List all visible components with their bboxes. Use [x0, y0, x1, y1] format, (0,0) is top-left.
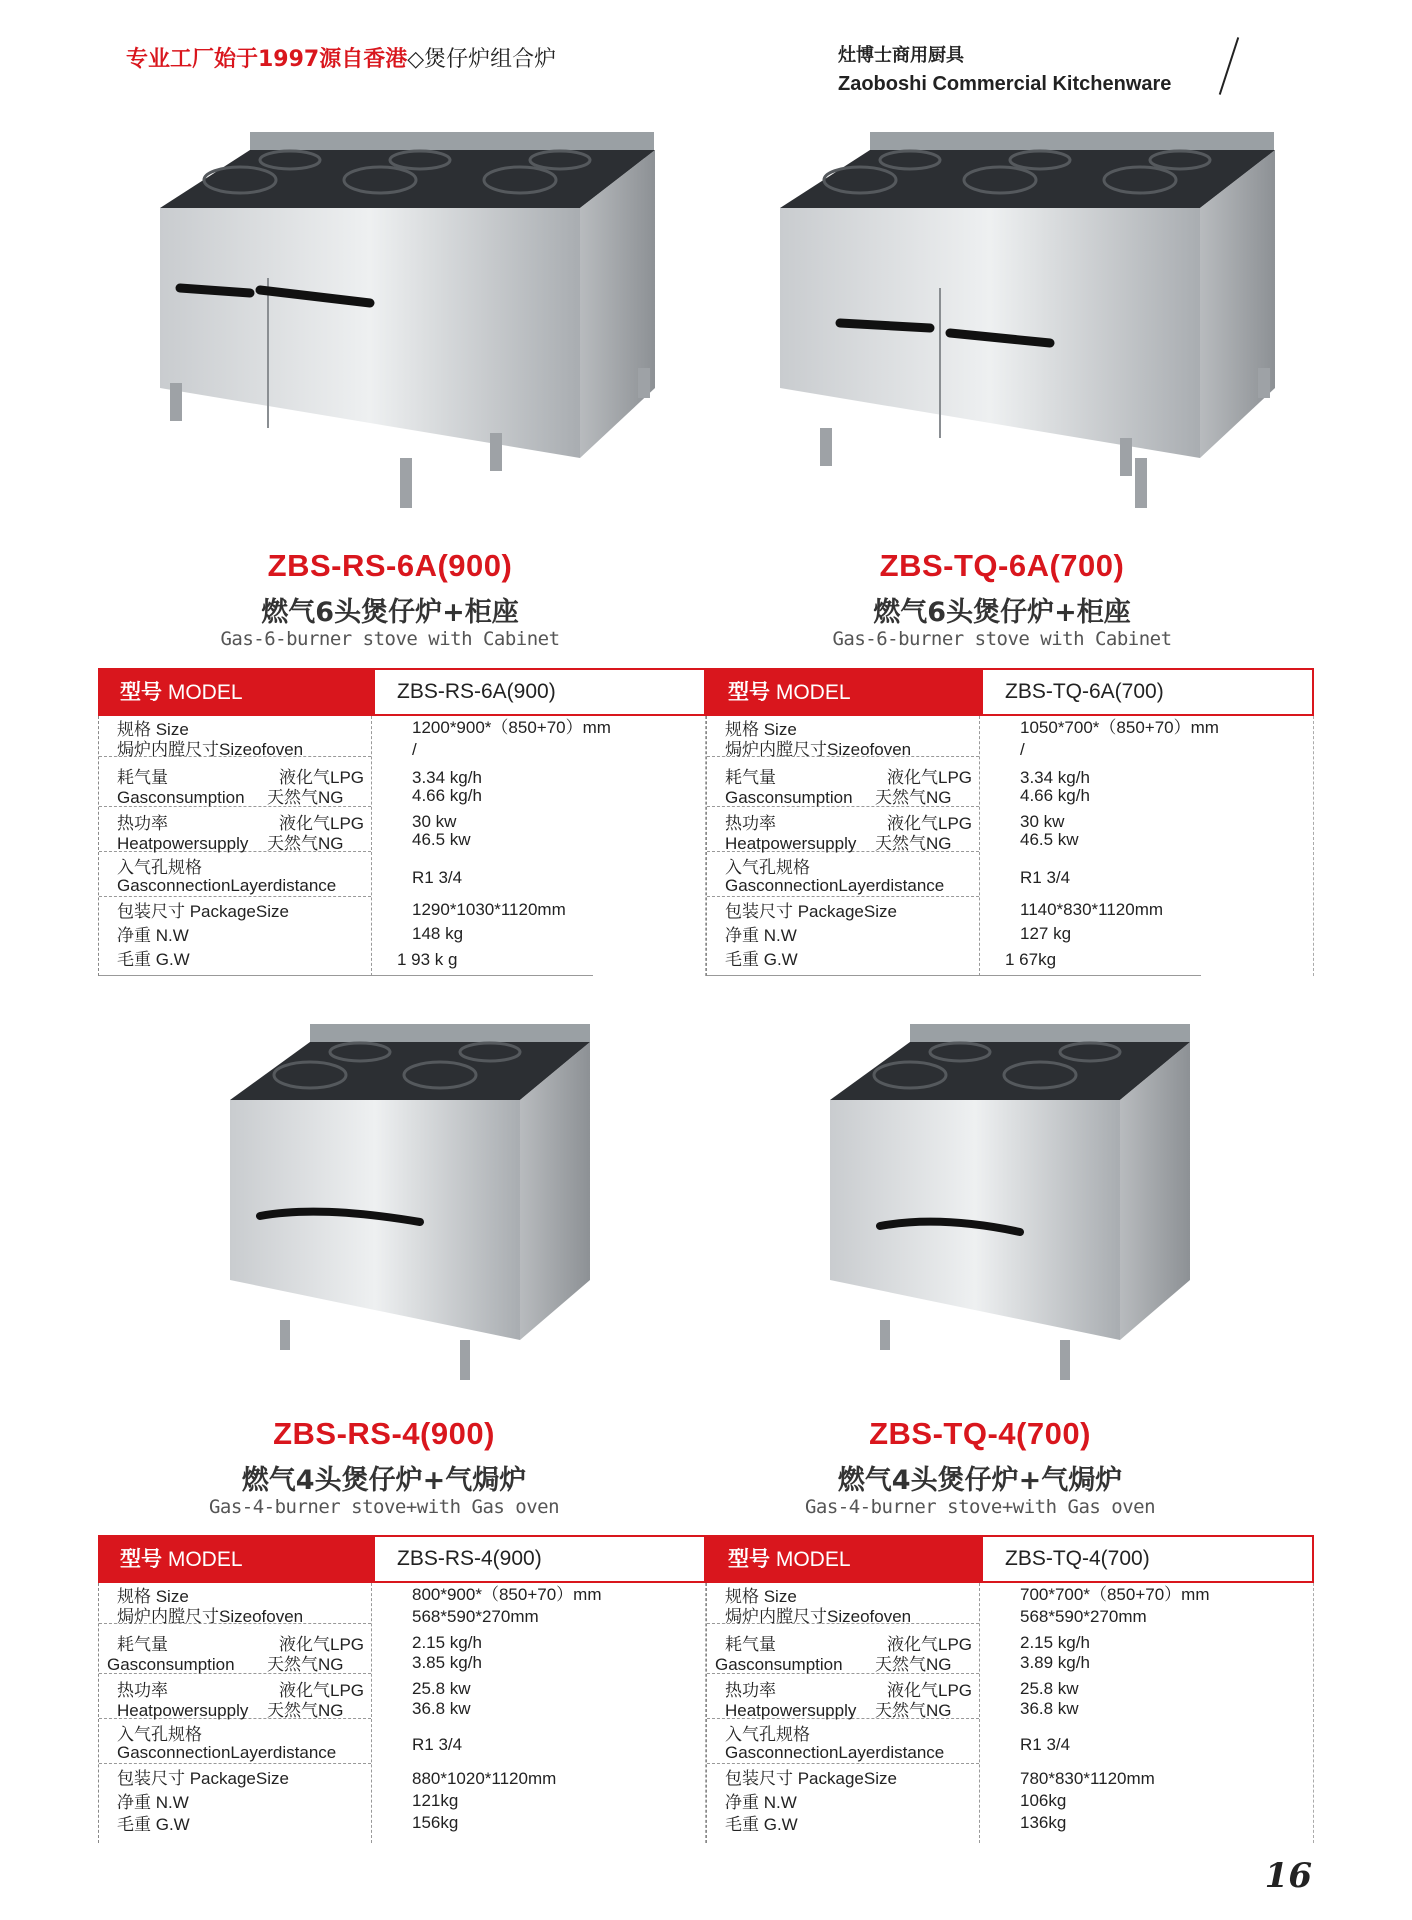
gas-label-cn: 耗气量: [117, 1635, 168, 1654]
gas-lpg-value: 2.15 kg/h: [412, 1633, 482, 1652]
nw-value: 106kg: [1020, 1791, 1067, 1810]
lpg-label: 液化气LPG: [887, 814, 973, 833]
lpg-label: 液化气LPG: [887, 1681, 973, 1700]
nw-label: 净重 N.W: [117, 926, 189, 945]
power-label-cn: 热功率: [117, 1681, 168, 1700]
product-name-cn: 燃气4头煲仔炉+气焗炉: [241, 1465, 527, 1496]
package-value: 1140*830*1120mm: [1020, 900, 1164, 919]
ng-label: 天然气NG: [267, 834, 344, 853]
gas-ng-value: 4.66 kg/h: [1020, 786, 1090, 805]
ng-label: 天然气NG: [875, 788, 952, 807]
lpg-label: 液化气LPG: [887, 1635, 973, 1654]
lpg-label: 液化气LPG: [279, 1681, 365, 1700]
spec-body: [706, 716, 1314, 976]
inlet-label-cn: 入气孔规格: [725, 858, 810, 877]
nw-value: 121kg: [412, 1791, 459, 1810]
inlet-label-cn: 入气孔规格: [725, 1725, 810, 1744]
lpg-label: 液化气LPG: [279, 814, 365, 833]
package-label: 包装尺寸 PackageSize: [117, 902, 289, 921]
power-label-cn: 热功率: [117, 814, 168, 833]
power-lpg-value: 30 kw: [412, 812, 457, 831]
inlet-label-en: GasconnectionLayerdistance: [117, 1743, 337, 1762]
gw-value: 1 67kg: [1005, 950, 1057, 969]
gw-label: 毛重 G.W: [725, 1815, 798, 1834]
size-label: 规格 Size: [725, 1587, 797, 1606]
power-label-en: Heatpowersupply: [725, 1701, 857, 1720]
power-ng-value: 36.8 kw: [412, 1699, 471, 1718]
spec-header: [706, 1535, 1314, 1583]
brand-en: Zaoboshi Commercial Kitchenware: [838, 73, 1172, 95]
package-label: 包装尺寸 PackageSize: [117, 1769, 289, 1788]
inlet-label-cn: 入气孔规格: [117, 1725, 202, 1744]
oven-size-value: 568*590*270mm: [1020, 1607, 1147, 1626]
gas-ng-value: 3.85 kg/h: [412, 1653, 482, 1672]
model-label-cn: 型号: [120, 1547, 162, 1571]
oven-size-label: 焗炉内膛尺寸Sizeofoven: [117, 1607, 304, 1626]
model-label: [100, 1537, 375, 1581]
tagline-red: 专业工厂始于1997源自香港: [126, 47, 408, 72]
page-number: 16: [1264, 1856, 1312, 1896]
power-ng-value: 46.5 kw: [412, 830, 471, 849]
inlet-label-cn: 入气孔规格: [117, 858, 202, 877]
gas-ng-value: 4.66 kg/h: [412, 786, 482, 805]
product-image-tq-6a: [770, 128, 1290, 548]
gas-label-en: Gasconsumption: [117, 788, 245, 807]
ng-label: 天然气NG: [875, 1701, 952, 1720]
lpg-label: 液化气LPG: [279, 768, 365, 787]
gas-lpg-value: 3.34 kg/h: [1020, 768, 1090, 787]
product-model-title: ZBS-TQ-6A(700): [879, 548, 1125, 583]
lpg-label: 液化气LPG: [279, 1635, 365, 1654]
spec-table: [98, 1535, 706, 1843]
oven-size-label: 焗炉内膛尺寸Sizeofoven: [725, 740, 912, 759]
product-name-en: Gas-4-burner stove+with Gas oven: [208, 1496, 560, 1518]
size-value: 800*900*（850+70）mm: [412, 1585, 602, 1604]
product-name-en: Gas-4-burner stove+with Gas oven: [804, 1496, 1156, 1518]
package-label: 包装尺寸 PackageSize: [725, 1769, 897, 1788]
gas-label-cn: 耗气量: [725, 1635, 776, 1654]
product-name-cn: 燃气4头煲仔炉+气焗炉: [837, 1465, 1123, 1496]
gas-ng-value: 3.89 kg/h: [1020, 1653, 1090, 1672]
ng-label: 天然气NG: [875, 834, 952, 853]
inlet-label-en: GasconnectionLayerdistance: [725, 876, 945, 895]
product-name-en: Gas-6-burner stove with Cabinet: [832, 628, 1172, 650]
header-slash: [1219, 37, 1239, 95]
ng-label: 天然气NG: [267, 788, 344, 807]
inlet-value: R1 3/4: [412, 1735, 463, 1754]
power-label-en: Heatpowersupply: [117, 834, 249, 853]
spec-table: [98, 668, 706, 976]
spec-body: [98, 716, 706, 976]
product-image-tq-4: [820, 1020, 1200, 1420]
inlet-value: R1 3/4: [412, 868, 463, 887]
product-model-title: ZBS-TQ-4(700): [869, 1416, 1091, 1451]
nw-label: 净重 N.W: [117, 1793, 189, 1812]
gas-label-en: Gasconsumption: [107, 1655, 235, 1674]
product-name-cn: 燃气6头煲仔炉+柜座: [873, 597, 1131, 628]
gas-lpg-value: 3.34 kg/h: [412, 768, 482, 787]
gas-label-cn: 耗气量: [117, 768, 168, 787]
brand-cn: 灶博士商用厨具: [838, 45, 964, 66]
power-label-en: Heatpowersupply: [117, 1701, 249, 1720]
tagline-rest: ◇煲仔炉组合炉: [407, 47, 557, 72]
gas-label-en: Gasconsumption: [725, 788, 853, 807]
inlet-value: R1 3/4: [1020, 868, 1071, 887]
power-lpg-value: 25.8 kw: [412, 1679, 471, 1698]
model-value: ZBS-RS-6A(900): [397, 680, 556, 703]
model-label-en: MODEL: [167, 1548, 243, 1571]
spec-header: [98, 1535, 706, 1583]
product-image-rs-6a: [150, 128, 670, 548]
spec-body: [706, 1583, 1314, 1843]
lpg-label: 液化气LPG: [887, 768, 973, 787]
package-value: 1290*1030*1120mm: [412, 900, 566, 919]
inlet-label-en: GasconnectionLayerdistance: [117, 876, 337, 895]
inlet-label-en: GasconnectionLayerdistance: [725, 1743, 945, 1762]
power-lpg-value: 25.8 kw: [1020, 1679, 1079, 1698]
power-label-en: Heatpowersupply: [725, 834, 857, 853]
oven-size-value: 568*590*270mm: [412, 1607, 539, 1626]
gw-label: 毛重 G.W: [117, 950, 190, 969]
inlet-value: R1 3/4: [1020, 1735, 1071, 1754]
model-label-cn: 型号: [728, 680, 770, 704]
model-label-en: MODEL: [775, 1548, 851, 1571]
gw-label: 毛重 G.W: [117, 1815, 190, 1834]
gw-value: 1 93 k g: [397, 950, 458, 969]
model-value: ZBS-TQ-6A(700): [1005, 680, 1164, 703]
size-label: 规格 Size: [725, 720, 797, 739]
model-label-cn: 型号: [120, 680, 162, 704]
oven-size-label: 焗炉内膛尺寸Sizeofoven: [725, 1607, 912, 1626]
nw-value: 148 kg: [412, 924, 464, 943]
size-label: 规格 Size: [117, 1587, 189, 1606]
package-value: 780*830*1120mm: [1020, 1769, 1155, 1788]
power-ng-value: 36.8 kw: [1020, 1699, 1079, 1718]
nw-value: 127 kg: [1020, 924, 1072, 943]
product-image-rs-4: [220, 1020, 600, 1420]
size-value: 700*700*（850+70）mm: [1020, 1585, 1210, 1604]
power-ng-value: 46.5 kw: [1020, 830, 1079, 849]
ng-label: 天然气NG: [267, 1655, 344, 1674]
spec-header: [98, 668, 706, 716]
model-label: [708, 670, 983, 714]
power-label-cn: 热功率: [725, 1681, 776, 1700]
gw-label: 毛重 G.W: [725, 950, 798, 969]
header-tagline: [126, 42, 556, 73]
model-label-en: MODEL: [775, 681, 851, 704]
model-value: ZBS-TQ-4(700): [1005, 1547, 1150, 1570]
power-label-cn: 热功率: [725, 814, 776, 833]
spec-header: [706, 668, 1314, 716]
spec-body: [98, 1583, 706, 1843]
spec-table: [706, 1535, 1314, 1843]
size-label: 规格 Size: [117, 720, 189, 739]
spec-table: [706, 668, 1314, 976]
model-value: ZBS-RS-4(900): [397, 1547, 542, 1570]
brand-block: [838, 42, 1171, 98]
model-label-cn: 型号: [728, 1547, 770, 1571]
model-label: [100, 670, 375, 714]
product-name-cn: 燃气6头煲仔炉+柜座: [261, 597, 519, 628]
gas-label-en: Gasconsumption: [715, 1655, 843, 1674]
package-label: 包装尺寸 PackageSize: [725, 902, 897, 921]
ng-label: 天然气NG: [875, 1655, 952, 1674]
nw-label: 净重 N.W: [725, 1793, 797, 1812]
ng-label: 天然气NG: [267, 1701, 344, 1720]
product-name-en: Gas-6-burner stove with Cabinet: [220, 628, 560, 650]
oven-size-value: /: [1020, 740, 1025, 759]
product-model-title: ZBS-RS-4(900): [273, 1416, 495, 1451]
package-value: 880*1020*1120mm: [412, 1769, 557, 1788]
oven-size-label: 焗炉内膛尺寸Sizeofoven: [117, 740, 304, 759]
gas-label-cn: 耗气量: [725, 768, 776, 787]
model-label-en: MODEL: [167, 681, 243, 704]
gw-value: 136kg: [1020, 1813, 1067, 1832]
size-value: 1050*700*（850+70）mm: [1020, 718, 1219, 737]
oven-size-value: /: [412, 740, 417, 759]
product-model-title: ZBS-RS-6A(900): [267, 548, 513, 583]
gas-lpg-value: 2.15 kg/h: [1020, 1633, 1090, 1652]
size-value: 1200*900*（850+70）mm: [412, 718, 611, 737]
gw-value: 156kg: [412, 1813, 459, 1832]
model-label: [708, 1537, 983, 1581]
power-lpg-value: 30 kw: [1020, 812, 1065, 831]
nw-label: 净重 N.W: [725, 926, 797, 945]
